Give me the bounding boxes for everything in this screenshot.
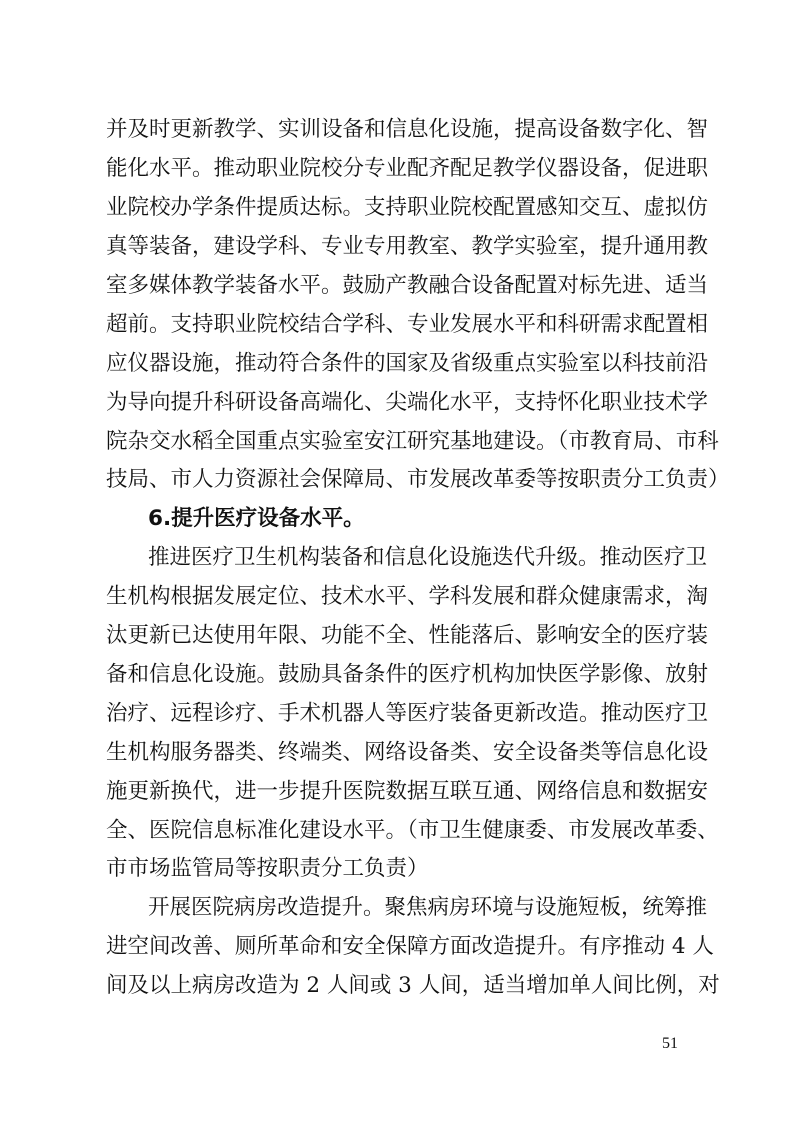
page-number: 51 (662, 1035, 678, 1052)
paragraph-3-line: 进空间改善、厕所革命和安全保障方面改造提升。有序推动 4 人 (106, 934, 714, 959)
paragraph-2-line: 生机构服务器类、终端类、网络设备类、安全设备类等信息化设 (106, 740, 709, 765)
paragraph-2-line: 推进医疗卫生机构装备和信息化设施迭代升级。推动医疗卫 (148, 545, 708, 570)
paragraph-1-line: 真等装备，建设学科、专业专用教室、教学实验室，提升通用教 (106, 234, 709, 259)
paragraph-3-line: 开展医院病房改造提升。聚焦病房环境与设施短板，统筹推 (148, 895, 708, 920)
section-heading: 6.提升医疗设备水平。 (148, 506, 365, 531)
paragraph-2-line: 全、医院信息标准化建设水平。（市卫生健康委、市发展改革委、 (106, 818, 719, 843)
paragraph-1-line: 院杂交水稻全国重点实验室安江研究基地建设。（市教育局、市科 (106, 429, 719, 454)
paragraph-2-line: 汰更新已达使用年限、功能不全、性能落后、影响安全的医疗装 (106, 623, 709, 648)
paragraph-2-line: 备和信息化设施。鼓励具备条件的医疗机构加快医学影像、放射 (106, 662, 709, 687)
paragraph-1-line: 并及时更新教学、实训设备和信息化设施，提高设备数字化、智 (106, 117, 709, 142)
paragraph-1-line: 技局、市人力资源社会保障局、市发展改革委等按职责分工负责） (106, 467, 730, 492)
paragraph-2-line: 生机构根据发展定位、技术水平、学科发展和群众健康需求，淘 (106, 584, 709, 609)
paragraph-1-line: 超前。支持职业院校结合学科、专业发展水平和科研需求配置相 (106, 312, 709, 337)
paragraph-3-line: 间及以上病房改造为 2 人间或 3 人间，适当增加单人间比例，对 (106, 973, 720, 998)
paragraph-1-line: 业院校办学条件提质达标。支持职业院校配置感知交互、虚拟仿 (106, 195, 709, 220)
paragraph-1-line: 应仪器设施，推动符合条件的国家及省级重点实验室以科技前沿 (106, 351, 709, 376)
paragraph-1-line: 能化水平。推动职业院校分专业配齐配足教学仪器设备，促进职 (106, 156, 709, 181)
paragraph-1-line: 室多媒体教学装备水平。鼓励产教融合设备配置对标先进、适当 (106, 273, 709, 298)
paragraph-2-line: 市市场监管局等按职责分工负责） (106, 856, 429, 881)
paragraph-2-line: 治疗、远程诊疗、手术机器人等医疗装备更新改造。推动医疗卫 (106, 701, 709, 726)
paragraph-2-line: 施更新换代，进一步提升医院数据互联互通、网络信息和数据安 (106, 779, 709, 804)
paragraph-1-line: 为导向提升科研设备高端化、尖端化水平，支持怀化职业技术学 (106, 390, 709, 415)
